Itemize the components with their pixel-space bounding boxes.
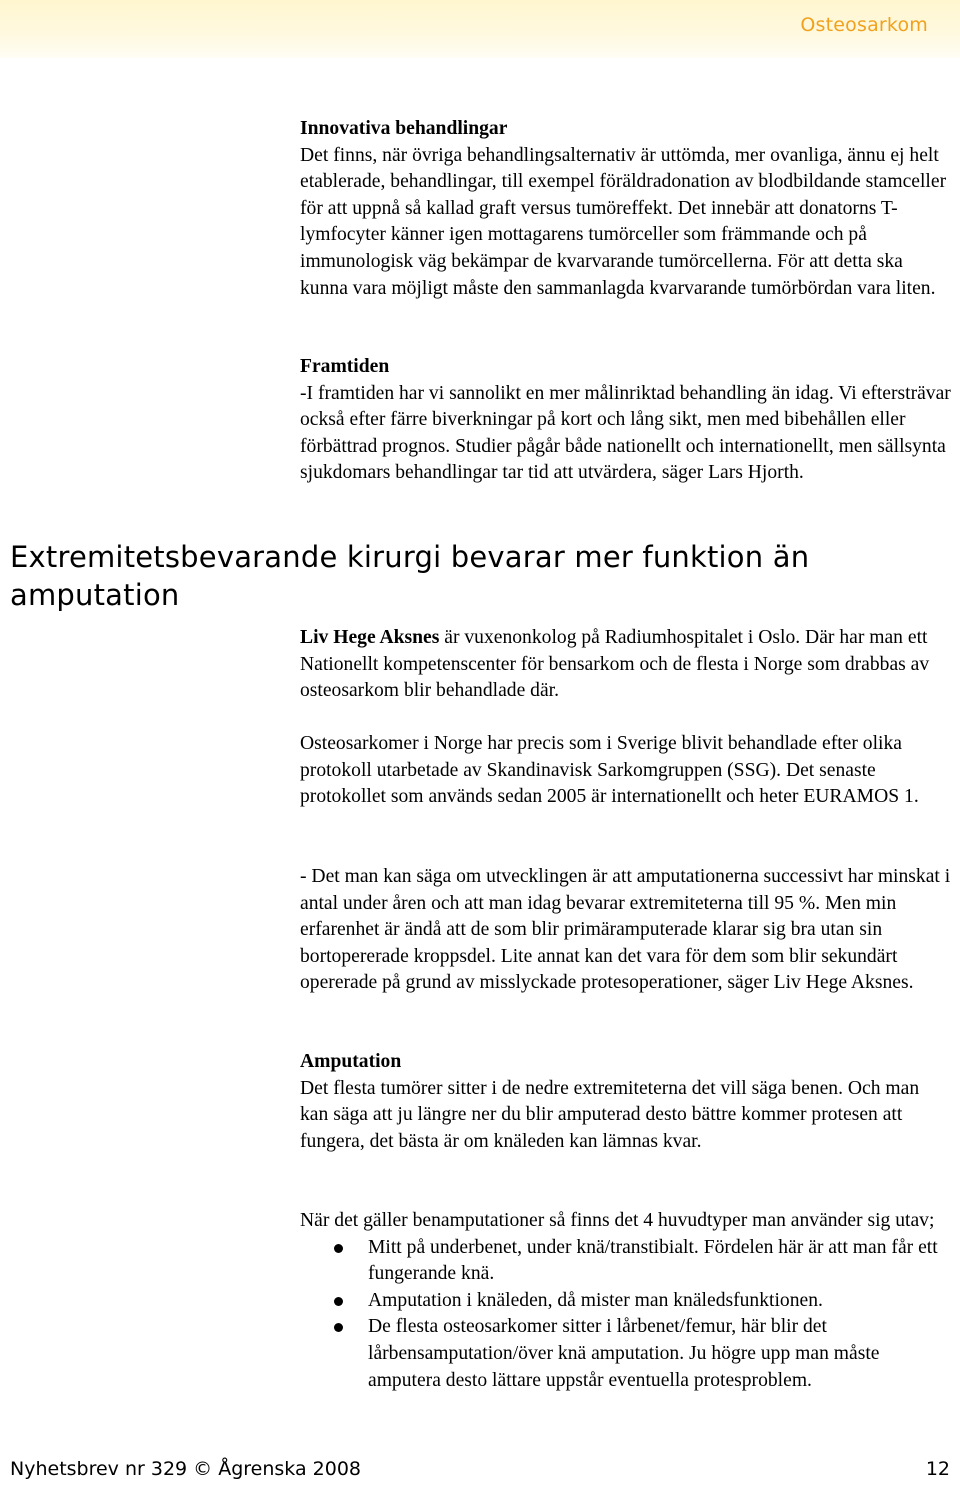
bullet-icon <box>334 1244 343 1253</box>
list-item-text: Mitt på underbenet, under knä/transtibialt. Fördelen här är att man får ett fungerande knä. <box>368 1236 938 1285</box>
list-item <box>300 1288 952 1315</box>
page-number: 12 <box>925 1458 950 1480</box>
framtiden-heading: Framtiden <box>300 356 390 377</box>
bullet-icon <box>334 1323 343 1332</box>
header-band <box>0 0 960 58</box>
innovativa-body: Det finns, när övriga behandlingsalternativ är uttömda, mer ovanliga, ännu ej helt etablerade, behandlingar, till exempel föräldradonation av blodbildande stamceller för att uppnå så kallad graft versus tumöreffekt. Det innebär att donatorns T-lymfocyter känner igen mottagarens tumörceller som främmande och på immunologisk väg bekämpar de kvarvarande tumörcellerna. För att detta ska kunna vara möjligt måste den sammanlagda kvarvarande tumörbördan vara liten. <box>300 144 947 299</box>
list-item-text: Amputation i knäleden, då mister man knäledsfunktionen. <box>368 1289 823 1311</box>
section-heading: Extremitetsbevarande kirurgi bevarar mer funktion än amputation <box>10 540 810 612</box>
footer-newsletter: Nyhetsbrev nr 329 © Ågrenska 2008 <box>10 1458 361 1480</box>
intro-text: är vuxenonkolog på Radiumhospitalet i Oslo. Där har man ett Nationellt kompetenscenter för bensarkom och de flesta i Norge som drabbas av osteosarkom blir behandlade där. <box>300 627 930 702</box>
amputation-type-list <box>300 1235 952 1395</box>
benamputation-intro: När det gäller benamputationer så finns det 4 huvudtyper man använder sig utav; <box>300 1210 935 1231</box>
section-benamputation <box>300 1208 952 1394</box>
intro-name: Liv Hege Aksnes <box>300 627 440 648</box>
innovativa-heading: Innovativa behandlingar <box>300 118 508 139</box>
amputation-body: Det flesta tumörer sitter i de nedre extremiteterna det vill säga benen. Och man kan säga att ju längre ner du blir amputerad desto bättre kommer protesen att fungera, det bästa är om knäleden kan lämnas kvar. <box>300 1077 920 1152</box>
bullet-icon <box>334 1297 343 1306</box>
protocol-paragraph <box>300 731 952 811</box>
quote-text: - Det man kan säga om utvecklingen är att amputationerna successivt har minskat i antal under åren och att man idag bevarar extremiteterna till 95 %. Men min erfarenhet är ändå att de som blir primäramputerade klarar sig bra utan sin bortopererade kroppsdel. Lite annat kan det vara för dem som blir sekundärt opererade på grund av misslyckade protesoperationer, säger Liv Hege Aksnes. <box>300 866 951 994</box>
intro-paragraph <box>300 625 952 705</box>
framtiden-body: -I framtiden har vi sannolikt en mer målinriktad behandling än idag. Vi eftersträvar också efter färre biverkningar på kort och lång sikt, men med bibehållen eller förbättrad prognos. Studier pågår både nationellt och internationellt, men sällsynta sjukdomars behandlingar tar tid att utvärdera, säger Lars Hjorth. <box>300 382 951 484</box>
header-title: Osteosarkom <box>800 14 928 36</box>
section-amputation <box>300 1049 952 1155</box>
list-item-text: De flesta osteosarkomer sitter i lårbenet/femur, här blir det lårbensamputation/över knä amputation. Ju högre upp man måste amputera desto lättare uppstår eventuella protesproblem. <box>368 1316 880 1391</box>
quote-paragraph <box>300 864 952 997</box>
list-item <box>300 1314 952 1394</box>
section-framtiden <box>300 354 952 487</box>
protocol-text: Osteosarkomer i Norge har precis som i Sverige blivit behandlade efter olika protokoll utarbetade av Skandinavisk Sarkomgruppen (SSG). Det senaste protokollet som används sedan 2005 är internationellt och heter EURAMOS 1. <box>300 733 919 808</box>
list-item <box>300 1235 952 1288</box>
amputation-heading: Amputation <box>300 1051 402 1072</box>
section-innovativa <box>300 116 952 302</box>
